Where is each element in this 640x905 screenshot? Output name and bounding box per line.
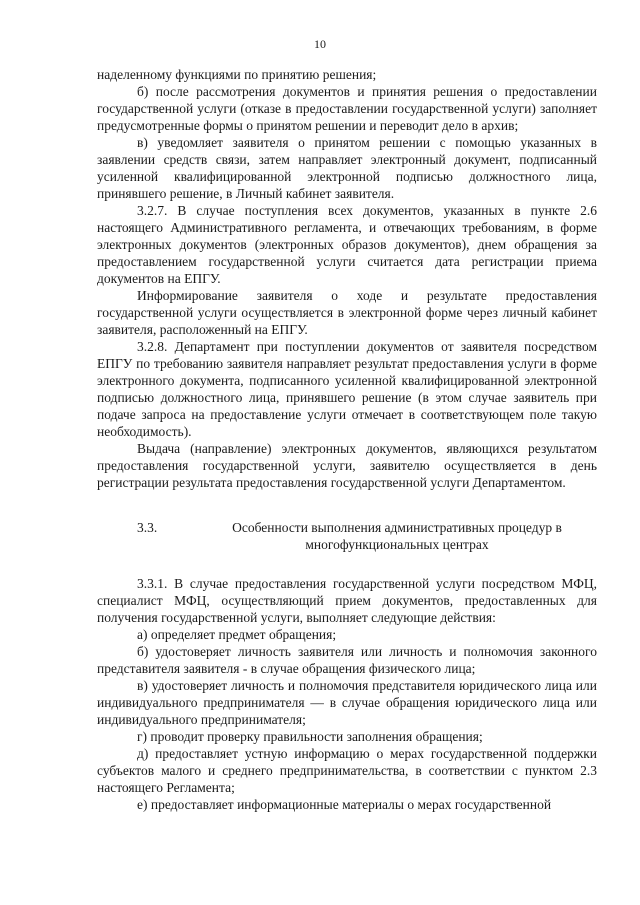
list-item: е) предоставляет информационные материалы о мерах государственной <box>137 797 552 812</box>
paragraph: Выдача (направление) электронных документов, являющихся результатом предоставления государственной услуги, заявителю осуществляется в день регистрации результата предоставления государственной услуги Департаментом. <box>97 441 597 490</box>
list-item: а) определяет предмет обращения; <box>137 627 337 642</box>
paragraph: б) после рассмотрения документов и принятия решения о предоставлении государственной услуги (отказе в предоставлении государственной услуги) заполняет предусмотренные формы о принятом решении и переводит дело в архив; <box>97 84 597 133</box>
list-item: д) предоставляет устную информацию о мерах государственной поддержки субъектов малого и среднего предпринимательства, в соответствии с пунктом 2.3 настоящего Регламента; <box>97 746 597 795</box>
section-heading <box>97 519 597 553</box>
page-number: 10 <box>314 37 326 51</box>
document-body <box>97 66 597 813</box>
paragraph: 3.2.7. В случае поступления всех документов, указанных в пункте 2.6 настоящего Административного регламента, и отвечающих требованиям, в форме электронных документов (электронных образов документов), днем обращения за предоставлением государственной услуги считается дата регистрации приема документов на ЕПГУ. <box>97 203 597 286</box>
paragraph: наделенному функциями по принятию решения; <box>97 67 377 82</box>
text-block-before <box>97 66 597 491</box>
paragraph: Информирование заявителя о ходе и результате предоставления государственной услуги осуществляется в электронной форме через личный кабинет заявителя, расположенный на ЕПГУ. <box>97 288 597 337</box>
section-number: 3.3. <box>137 520 158 535</box>
paragraph: 3.3.1. В случае предоставления государственной услуги посредством МФЦ, специалист МФЦ, осуществляющий прием документов, предоставленных для получения государственной услуги, выполняет следующие действия: <box>97 576 597 625</box>
paragraph: 3.2.8. Департамент при поступлении документов от заявителя посредством ЕПГУ по требованию заявителя направляет результат предоставления услуги в форме электронного документа, подписанного усиленной квалифицированной электронной подписью должностного лица, принявшего решение (в этом случае заявитель при подаче запроса на предоставление услуги отмечает в соответствующем поле такую необходимость). <box>97 339 597 439</box>
list-item: г) проводит проверку правильности заполнения обращения; <box>137 729 483 744</box>
list-item: б) удостоверяет личность заявителя или личность и полномочия законного представителя заявителя - в случае обращения физического лица; <box>97 644 597 676</box>
list-item: в) удостоверяет личность и полномочия представителя юридического лица или индивидуального предпринимателя — в случае обращения юридического лица или индивидуального предпринимателя; <box>97 678 597 727</box>
section-title-line-1: Особенности выполнения административных процедур в <box>232 520 562 535</box>
text-block-after <box>97 575 597 813</box>
section-title-line-2: многофункциональных центрах <box>305 537 489 552</box>
paragraph: в) уведомляет заявителя о принятом решении с помощью указанных в заявлении средств связи, затем направляет электронный документ, подписанный усиленной квалифицированной электронной подписью должностного лица, принявшего решение, в Личный кабинет заявителя. <box>97 135 597 201</box>
